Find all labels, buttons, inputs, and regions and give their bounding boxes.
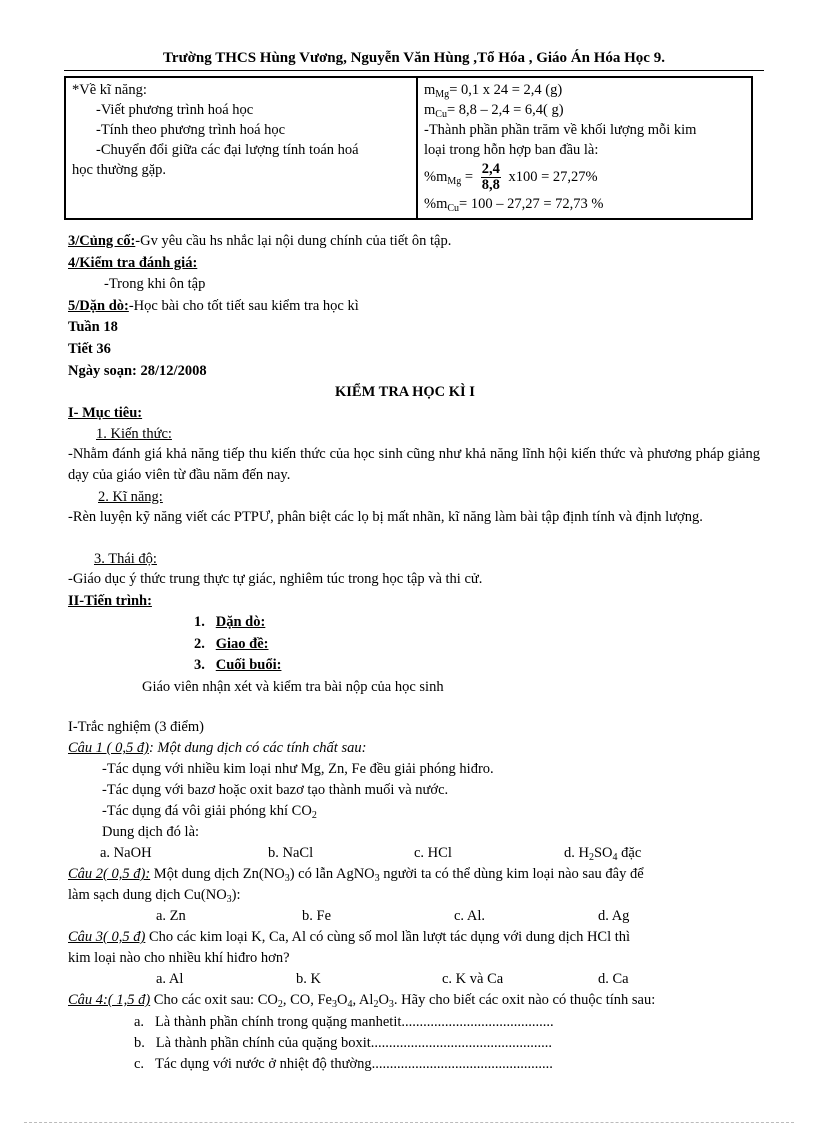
skills-cell [65,77,417,219]
question-3: Câu 3( 0,5 đ) Cho các kim loại K, Ca, Al có cùng số mol lần lượt tác dụng với dung dịch HCl thì [68,929,631,945]
solution-line: -Thành phần phần trăm về khối lượng mỗi kim [424,122,697,138]
lesson-label: Tiết 36 [68,341,111,357]
skill-item-cont: học thường gặp. [72,162,167,178]
week-label: Tuần 18 [68,319,118,335]
attitude-text: -Giáo dục ý thức trung thực tự giác, nghiêm túc trong học tập và thi cử. [68,571,483,587]
q1-option-b: b. NaCl [268,845,314,861]
q2-option-b: b. Fe [302,908,331,924]
q1-prop: -Tác dụng với nhiều kim loại như Mg, Zn, Fe đều giải phóng hiđro. [102,761,494,777]
q3-option-a: a. Al [156,971,184,987]
solution-line: $m_{Cu}= 8,8 - 2,4 = 6,4$( g) [424,102,564,120]
q1-option-c: c. HCl [414,845,452,861]
q3-option-b: b. K [296,971,321,987]
q4-item-a: a. Là thành phần chính trong quặng manhetit.......................................... [134,1014,554,1030]
header-divider [64,70,764,71]
question-2-cont: làm sạch dung dịch $Cu(NO_3)$: [68,887,241,905]
q1-prop: -Tác dụng đá vôi giải phóng khí $CO_2$ [102,803,317,821]
fraction: $\frac{2,4}{8,8}$ [481,161,500,194]
q1-option-d: d. $H_2SO_4$ đặc [564,845,642,863]
question-2: Câu 2( 0,5 đ): Một dung dịch $Zn(NO_3)$ có lẫn AgNO$_3$ người ta có thể dùng kim loại nào sau đây để [68,866,644,884]
section-assessment-label: 4/Kiểm tra đánh giá: [68,255,198,271]
section-consolidation: 3/Củng cố:-Gv yêu cầu hs nhắc lại nội dung chính của tiết ôn tập. [68,233,452,249]
part1-heading: I-Trắc nghiệm (3 điểm) [68,719,204,735]
knowledge-text: -Nhằm đánh giá khả năng tiếp thu kiến thức của học sinh cũng như khả năng lĩnh hội kiến thức và phương pháp giảng dạy của giáo viên từ đầu năm đến nay. [68,446,760,483]
knowledge-label: 1. Kiến thức: [96,426,172,442]
q3-option-d: d. Ca [598,971,629,987]
process-item-2: 2. Giao đề: [194,636,269,652]
page-header: Trường THCS Hùng Vương, Nguyễn Văn Hùng ,Tổ Hóa , Giáo Án Hóa Học 9. [163,50,665,66]
section-homework: 5/Dặn dò:-Học bài cho tốt tiết sau kiểm tra học kì [68,298,359,314]
process-note: Giáo viên nhận xét và kiểm tra bài nộp của học sinh [142,679,444,695]
skills-label: 2. Kĩ năng: [98,489,163,505]
exam-title: KIỂM TRA HỌC KÌ I [335,384,475,400]
q1-prop: -Tác dụng với bazơ hoặc oxit bazơ tạo thành muối và nước. [102,782,449,798]
process-heading: II-Tiến trình: [68,593,152,609]
skill-item: -Chuyển đổi giữa các đại lượng tính toán hoá [96,142,359,158]
date-label: Ngày soạn: 28/12/2008 [68,363,207,379]
q2-option-d: d. Ag [598,908,630,924]
question-1: Câu 1 ( 0,5 đ): Một dung dịch có các tính chất sau: [68,740,367,756]
solution-line: $\%m_{Cu}= 100 - 27,27 = 72,73$ % [424,196,604,214]
solution-line: $m_{Mg}= 0,1$ x 24 = 2,4 (g) [424,82,563,100]
q2-option-a: a. Zn [156,908,186,924]
solution-line: loại trong hỗn hợp ban đầu là: [424,142,599,158]
attitude-label: 3. Thái độ: [94,551,157,567]
process-item-1: 1. Dặn dò: [194,614,266,630]
q4-item-b: b. Là thành phần chính của quặng boxit.................................................. [134,1035,553,1051]
objectives-heading: I- Mục tiêu: [68,405,143,421]
solution-fraction-line: $\%m_{Mg}$ = $\frac{2,4}{8,8}$ x100 = 27,27% [424,161,598,194]
skill-item: -Viết phương trình hoá học [96,102,254,118]
q3-option-c: c. K và Ca [442,971,504,987]
process-item-3: 3. Cuối buổi: [194,657,282,673]
q2-option-c: c. Al. [454,908,486,924]
skills-table [64,76,753,220]
skills-title: *Về kĩ năng: [72,82,147,98]
solution-cell [417,77,752,219]
skills-text: -Rèn luyện kỹ năng viết các PTPƯ, phân biệt các lọ bị mất nhãn, kĩ năng làm bài tập định tính và định lượng. [68,509,703,525]
question-4: Câu 4:( 1,5 đ) Cho các oxit sau: $CO_2$, CO, $Fe_3O_4$, $Al_2O_3$. Hãy cho biết các oxit nào có thuộc tính sau: [68,992,656,1010]
q4-item-c: c. Tác dụng với nước ở nhiệt độ thường.................................................. [134,1056,553,1072]
skill-item: -Tính theo phương trình hoá học [96,122,286,138]
question-3-cont: kim loại nào cho nhiều khí hiđro hơn? [68,950,290,966]
section-assessment-text: -Trong khi ôn tập [104,276,206,292]
q1-ask: Dung dịch đó là: [102,824,200,840]
q1-option-a: a. NaOH [100,845,152,861]
